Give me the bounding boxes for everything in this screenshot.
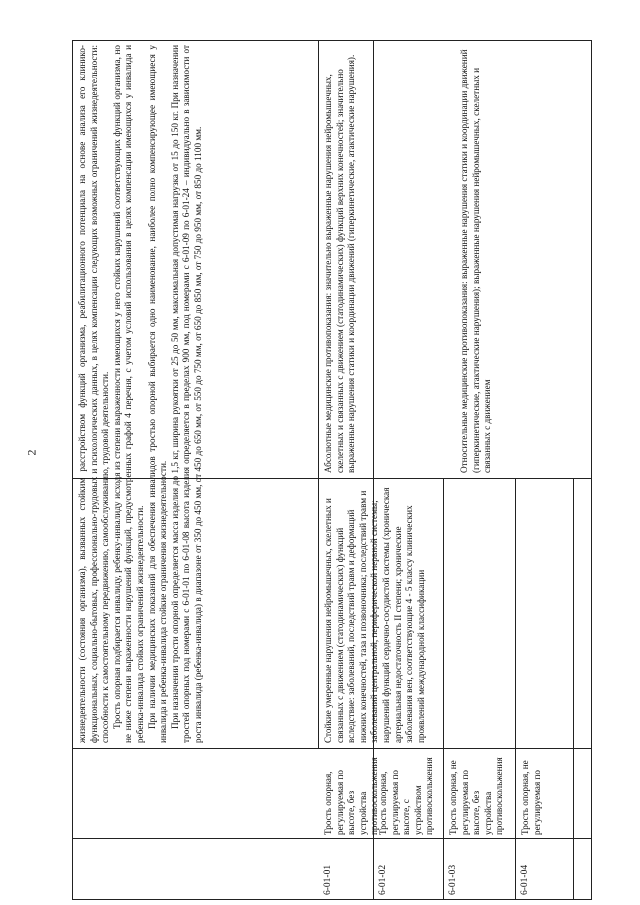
page-number: 2 — [24, 449, 39, 456]
row-name: Трость опорная, не регулируемая по высоте, без устройства противоскольжения — [448, 757, 505, 835]
description-paragraph: жизнедеятельности (состояния организма), вызванных стойким расстройством функций организма, реабилитационного потенциала на основе анализа его клинико-функциональных, социально-бытовых, профессионально-трудовых и психологических данных, в целях компенсации следующих возможных ограничений жизнедеятельности: способности к самостоятельному передвижению, самообслуживанию, трудовой деятельности. — [77, 45, 111, 743]
description-paragraph: При назначении трости опорной определяется масса изделия до 1,5 кг, ширина рукоятки от 25 до 50 мм, максимальная допустимая нагрузка от 15 до 150 кг. При назначении тростей опорных под номерами с 6-01-01 по 6-01-08 высота изделия определяется в пределах 900 мм, под номерами с 6-01-09 по 6-01-24 – индивидуально в зависимости от роста инвалида (ребенка-инвалида) в диапазоне от 350 до 450 мм, от 450 до 650 мм, от 550 до 750 мм, от 650 до 850 мм, от 750 до 950 мм, от 850 до 1100 мм. — [169, 45, 203, 743]
description-text — [77, 45, 317, 743]
indications-text: Стойкие умеренные нарушения нейромышечных, скелетных и связанных с движением (статодинамических) функций вследствие: заболеваний, последствий травм и деформаций нижних конечностей, таза и позвоночника; последствий травм и заболеваний центральной, периферической нервной системы; нарушений функций сердечно-сосудистой системы (хроническая артериальная недостаточность II степени; хронические заболевания вен, соответствующие 4 - 5 классу клинических проявлений международной классификации — [323, 487, 426, 743]
row-code: 6-01-03 — [448, 864, 458, 895]
rotated-table-page — [72, 40, 592, 900]
contraindications-relative: Относительные медицинские противопоказания: выраженные нарушения статики и координации движений (гиперкинетические, атактические нарушения); выраженные нарушения нейромышечных, скелетных и связанных с движением — [459, 49, 493, 473]
row-code: 6-01-04 — [520, 864, 530, 895]
row-name: Трость опорная, регулируемая по высоте, без устройства противоскольжения — [323, 757, 380, 835]
description-paragraph: Трость опорная подбирается инвалиду, ребенку-инвалиду исходя из степени выраженности имеющихся у него стойких нарушений соответствующих функций организма, но не ниже степени выраженности нарушений функций, предусмотренных графой 4 перечня, с учетом условий использования в целях компенсации имеющихся у инвалида и ребенка-инвалида стойких ограничений жизнедеятельности. — [111, 45, 145, 743]
description-paragraph: При наличии медицинских показаний для обеспечения инвалидов тростью опорной выбирается одно наименование, наиболее полно компенсирующее имеющиеся у инвалида и ребенка-инвалида стойкие ограничения жизнедеятельности. — [146, 45, 169, 743]
row-code: 6-01-01 — [323, 864, 333, 895]
row-code: 6-01-02 — [378, 864, 388, 895]
appendix-table — [72, 40, 592, 900]
row-name: Трость опорная, не регулируемая по — [520, 760, 542, 835]
row-name: Трость опорная, регулируемая по высоте, с устройством противоскольжения — [378, 757, 435, 835]
contraindications-absolute: Абсолютные медицинские противопоказания: значительно выраженные нарушения нейромышечных, скелетных и связанных с движением (статодинамических) функций верхних конечностей; значительно выраженные нарушения статики и координации движений (гиперкинетические, атактические нарушения). — [323, 54, 357, 473]
